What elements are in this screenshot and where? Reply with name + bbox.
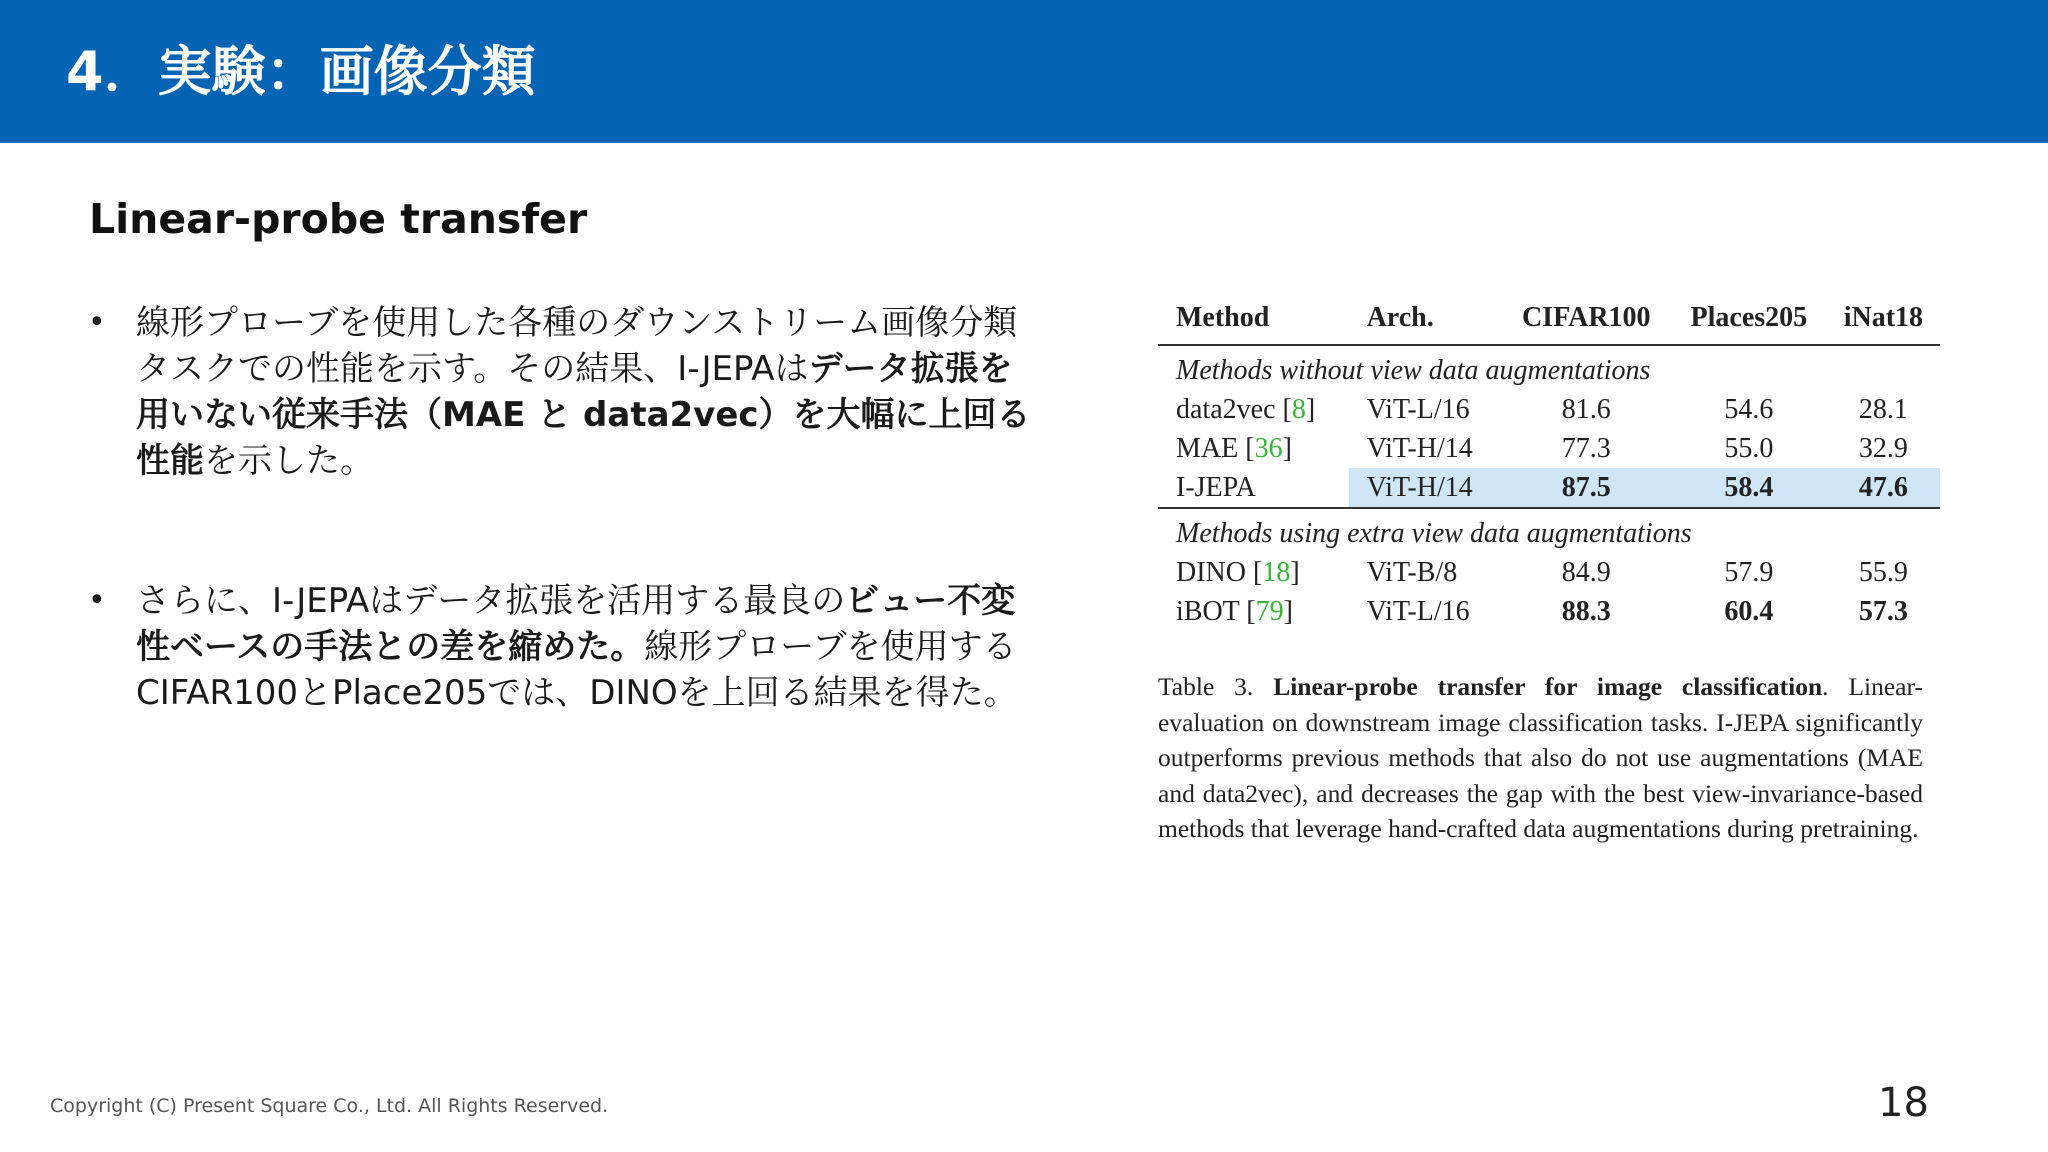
- inat18-cell: 47.6: [1827, 468, 1940, 508]
- bullet-item: [80, 578, 1040, 716]
- arch-cell: ViT-L/16: [1366, 595, 1470, 627]
- arch-cell: ViT-L/16: [1366, 393, 1470, 425]
- cifar100-cell: 81.6: [1561, 393, 1611, 425]
- table-caption: Table 3. Linear-probe transfer for image classification. Linear-evaluation on downstream image classification tasks. I-JEPA significantly outperforms previous methods that also do not use augmentations (MAE and data2vec), and decreases the gap with the best view-invariance-based methods that leverage hand-crafted data augmentations during pretraining.: [1158, 672, 1923, 843]
- bullet-text: さらに、I-JEPAはデータ拡張を活用する最良の: [136, 581, 846, 621]
- cifar100-cell: 84.9: [1561, 556, 1611, 588]
- places205-cell: 54.6: [1724, 393, 1774, 425]
- inat18-cell: 32.9: [1858, 432, 1908, 464]
- method-cell: data2vec [8]: [1176, 393, 1316, 425]
- bullet-bold-text: ビュー不変性ベースの手法との差を縮めた。: [136, 581, 1016, 667]
- inat18-cell: 28.1: [1858, 393, 1908, 425]
- arch-cell: ViT-B/8: [1366, 556, 1458, 588]
- table-row: [1158, 592, 1940, 631]
- bullet-list: [80, 300, 1040, 716]
- results-figure: [1158, 290, 1948, 847]
- citation-ref[interactable]: 18: [1262, 556, 1291, 588]
- copyright-footer: Copyright (C) Present Square Co., Ltd. All Rights Reserved.: [50, 1095, 609, 1117]
- method-cell: DINO [18]: [1176, 556, 1300, 588]
- inat18-cell: 57.3: [1858, 595, 1908, 627]
- header-bar: [0, 0, 2048, 143]
- bullet-item: [80, 300, 1040, 484]
- bullet-marker: •: [88, 305, 106, 340]
- col-header-inat18: iNat18: [1827, 290, 1940, 345]
- citation-ref[interactable]: 8: [1291, 393, 1306, 425]
- bullet-bold-text: データ拡張を用いない従来手法（MAE と data2vec）を大幅に上回る性能: [136, 349, 1031, 481]
- places205-cell: 60.4: [1724, 595, 1774, 627]
- col-header-places205: Places205: [1671, 290, 1827, 345]
- method-cell: iBOT [79]: [1176, 595, 1293, 627]
- group-label: Methods without view data augmentations: [1176, 354, 1651, 386]
- table-row: [1158, 553, 1940, 592]
- places205-cell: 55.0: [1724, 432, 1774, 464]
- col-header-method: Method: [1158, 290, 1349, 345]
- arch-cell: ViT-H/14: [1349, 468, 1502, 508]
- caption-bold: Linear-probe transfer for image classification: [1273, 672, 1823, 701]
- places205-cell: 58.4: [1671, 468, 1827, 508]
- table-row: [1158, 429, 1940, 468]
- table-group-row: [1158, 508, 1940, 553]
- method-cell: MAE [36]: [1176, 432, 1292, 464]
- col-header-arch: Arch.: [1349, 290, 1502, 345]
- bullet-text: 線形プローブを使用した各種のダウンストリーム画像分類タスクでの性能を示す。その結果、I-JEPAは: [136, 303, 1018, 389]
- bullet-text: を示した。: [204, 441, 374, 481]
- table-row-highlighted: [1158, 468, 1940, 508]
- table-row: [1158, 390, 1940, 429]
- method-cell: I-JEPA: [1176, 471, 1256, 503]
- section-title: Linear-probe transfer: [89, 195, 588, 243]
- cifar100-cell: 77.3: [1561, 432, 1611, 464]
- bullet-text: 線形プローブを使用するCIFAR100とPlace205では、DINOを上回る結果を得た。: [136, 627, 1018, 713]
- group-label: Methods using extra view data augmentations: [1158, 508, 1940, 553]
- table-header-row: [1158, 290, 1940, 345]
- bullet-marker: •: [88, 583, 106, 618]
- table-group-row: [1158, 345, 1940, 390]
- cifar100-cell: 87.5: [1502, 468, 1671, 508]
- citation-ref[interactable]: 79: [1255, 595, 1284, 627]
- citation-ref[interactable]: 36: [1254, 432, 1283, 464]
- col-header-cifar100: CIFAR100: [1502, 290, 1671, 345]
- page-number: 18: [1878, 1080, 1929, 1126]
- arch-cell: ViT-H/14: [1366, 432, 1473, 464]
- cifar100-cell: 88.3: [1561, 595, 1611, 627]
- results-table: [1158, 290, 1940, 631]
- places205-cell: 57.9: [1724, 556, 1774, 588]
- slide-title: 4．実験：画像分類: [66, 40, 536, 103]
- inat18-cell: 55.9: [1858, 556, 1908, 588]
